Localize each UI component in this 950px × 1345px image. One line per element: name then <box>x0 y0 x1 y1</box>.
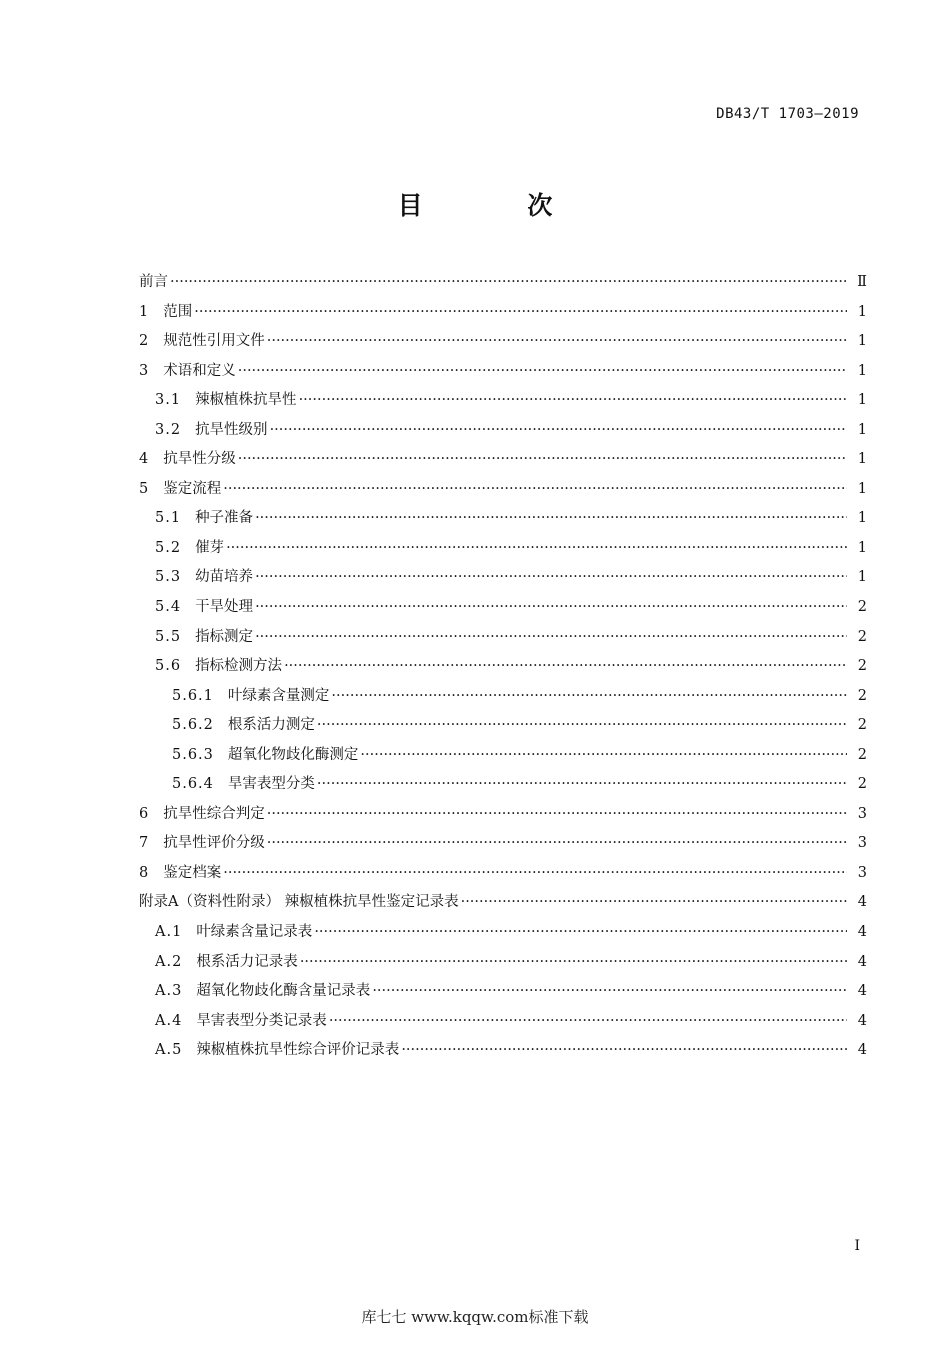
toc-entry-page: 3 <box>857 805 867 822</box>
toc-entry-number: 3.1 <box>155 392 182 409</box>
toc-dot-leader <box>255 504 847 534</box>
toc-entry-number: 6 <box>139 805 150 822</box>
toc-dot-leader <box>284 652 847 682</box>
footer-watermark: 库七七 www.kqqw.com标准下载 <box>361 1308 589 1326</box>
toc-entry-page: 3 <box>857 864 867 881</box>
toc-entry[interactable] <box>139 918 867 948</box>
document-code: DB43/T 1703—2019 <box>716 106 859 122</box>
toc-entry-page: Ⅱ <box>857 274 867 290</box>
toc-dot-leader <box>226 534 847 564</box>
toc-entry[interactable] <box>139 770 867 800</box>
toc-dot-leader <box>267 800 847 830</box>
toc-dot-leader <box>331 682 847 712</box>
toc-entry-page: 1 <box>857 333 867 350</box>
toc-entry-page: 4 <box>857 894 867 911</box>
toc-dot-leader <box>170 268 847 298</box>
toc-entry-number: 4 <box>139 451 150 468</box>
toc-entry-number: A.2 <box>155 953 183 970</box>
toc-dot-leader <box>360 741 847 771</box>
toc-entry-number: 5 <box>139 480 150 497</box>
toc-entry[interactable] <box>139 475 867 505</box>
toc-entry[interactable] <box>139 563 867 593</box>
toc-entry[interactable] <box>139 327 867 357</box>
toc-dot-leader <box>255 563 847 593</box>
toc-dot-leader <box>267 327 847 357</box>
toc-entry[interactable] <box>139 623 867 653</box>
toc-entry-label: 辣椒植株抗旱性 <box>195 392 297 409</box>
toc-entry-number: 5.6.4 <box>172 776 214 793</box>
toc-entry-number: A.5 <box>155 1042 183 1059</box>
toc-entry-page: 1 <box>857 392 867 409</box>
toc-entry-page: 3 <box>857 835 867 852</box>
toc-entry-label: 超氧化物歧化酶含量记录表 <box>196 983 371 1000</box>
toc-entry[interactable] <box>139 593 867 623</box>
toc-entry-page: 1 <box>857 451 867 468</box>
toc-entry-number: A.3 <box>155 983 183 1000</box>
toc-entry-label: 附录A（资料性附录） 辣椒植株抗旱性鉴定记录表 <box>139 894 459 911</box>
page-title: 目 次 <box>397 191 601 220</box>
toc-entry[interactable] <box>139 652 867 682</box>
toc-entry-number: 7 <box>139 835 150 852</box>
toc-dot-leader <box>461 888 847 918</box>
page-number: I <box>854 1238 860 1254</box>
toc-dot-leader <box>299 386 847 416</box>
toc-entry-page: 1 <box>857 480 867 497</box>
toc-entry-page: 2 <box>857 776 867 793</box>
toc-entry-label: 种子准备 <box>195 510 254 527</box>
toc-entry[interactable] <box>139 416 867 446</box>
toc-entry-page: 2 <box>857 628 867 645</box>
toc-entry-number: 5.2 <box>155 539 182 556</box>
toc-entry-number: 1 <box>139 303 150 320</box>
toc-entry-page: 1 <box>857 303 867 320</box>
toc-dot-leader <box>267 829 847 859</box>
toc-entry-label: 旱害表型分类记录表 <box>196 1012 327 1029</box>
toc-dot-leader <box>317 770 847 800</box>
toc-entry-label: 根系活力记录表 <box>196 953 298 970</box>
toc-entry[interactable] <box>139 504 867 534</box>
toc-dot-leader <box>401 1036 847 1066</box>
toc-entry[interactable] <box>139 298 867 328</box>
toc-dot-leader <box>255 623 847 653</box>
toc-entry-number: 5.6.3 <box>172 746 214 763</box>
toc-entry-label: 术语和定义 <box>163 362 236 379</box>
toc-entry[interactable] <box>139 829 867 859</box>
toc-entry-page: 2 <box>857 717 867 734</box>
toc-entry-number: 5.1 <box>155 510 182 527</box>
toc-entry[interactable] <box>139 888 867 918</box>
toc-entry[interactable] <box>139 859 867 889</box>
toc-dot-leader <box>238 445 847 475</box>
toc-entry-label: 规范性引用文件 <box>163 333 265 350</box>
toc-entry-number: 5.6.2 <box>172 717 214 734</box>
toc-entry-label: 抗旱性综合判定 <box>163 805 265 822</box>
toc-entry-page: 4 <box>857 1042 867 1059</box>
toc-entry[interactable] <box>139 741 867 771</box>
toc-entry[interactable] <box>139 800 867 830</box>
toc-entry-number: 5.4 <box>155 599 182 616</box>
toc-entry[interactable] <box>139 386 867 416</box>
toc-entry[interactable] <box>139 682 867 712</box>
toc-dot-leader <box>194 298 847 328</box>
toc-entry[interactable] <box>139 445 867 475</box>
toc-entry-page: 1 <box>857 539 867 556</box>
toc-entry-label: 叶绿素含量记录表 <box>196 924 313 941</box>
toc-entry-page: 4 <box>857 1012 867 1029</box>
toc-entry-page: 4 <box>857 924 867 941</box>
toc-entry-number: 8 <box>139 864 150 881</box>
toc-entry-label: 催芽 <box>195 539 225 556</box>
toc-entry[interactable] <box>139 1036 867 1066</box>
toc-entry-number: 5.5 <box>155 628 182 645</box>
toc-entry[interactable] <box>139 948 867 978</box>
toc-dot-leader <box>314 918 847 948</box>
toc-entry-label: 超氧化物歧化酶测定 <box>227 746 359 763</box>
toc-entry-label: 根系活力测定 <box>227 717 315 734</box>
toc-entry-label: 范围 <box>163 303 193 320</box>
toc-entry-label: 辣椒植株抗旱性综合评价记录表 <box>196 1042 400 1059</box>
toc-entry-page: 1 <box>857 510 867 527</box>
toc-entry-label: 鉴定流程 <box>163 480 222 497</box>
toc-dot-leader <box>238 357 847 387</box>
toc-entry-page: 4 <box>857 953 867 970</box>
toc-entry-number: 5.3 <box>155 569 182 586</box>
toc-entry-label: 抗旱性级别 <box>195 421 268 438</box>
toc-dot-leader <box>317 711 847 741</box>
toc-entry-page: 2 <box>857 687 867 704</box>
toc-entry-label: 叶绿素含量测定 <box>227 687 330 704</box>
toc-entry-page: 1 <box>857 362 867 379</box>
toc-entry-page: 1 <box>857 421 867 438</box>
toc-entry-label: 幼苗培养 <box>195 569 254 586</box>
toc-entry-number: 2 <box>139 333 150 350</box>
toc-entry[interactable] <box>139 1007 867 1037</box>
toc-entry-label: 干旱处理 <box>195 599 254 616</box>
toc-entry-number: 5.6.1 <box>172 687 214 704</box>
toc-dot-leader <box>300 948 847 978</box>
toc-entry-number: A.4 <box>155 1012 183 1029</box>
toc-entry-page: 4 <box>857 983 867 1000</box>
toc-entry-page: 2 <box>857 599 867 616</box>
toc-dot-leader <box>223 475 847 505</box>
toc-entry[interactable] <box>139 711 867 741</box>
toc-entry-page: 1 <box>857 569 867 586</box>
toc-dot-leader <box>223 859 847 889</box>
table-of-contents <box>139 268 867 1066</box>
toc-entry[interactable] <box>139 357 867 387</box>
toc-entry-label: 指标检测方法 <box>195 658 283 675</box>
toc-entry-label: 鉴定档案 <box>163 864 222 881</box>
toc-entry-label: 前言 <box>139 274 168 290</box>
toc-entry-page: 2 <box>857 746 867 763</box>
toc-entry-number: 3 <box>139 362 150 379</box>
toc-entry-label: 抗旱性分级 <box>163 451 236 468</box>
toc-entry-label: 指标测定 <box>195 628 254 645</box>
toc-entry-page: 2 <box>857 658 867 675</box>
toc-entry-number: A.1 <box>155 924 183 941</box>
toc-entry-label: 旱害表型分类 <box>227 776 315 793</box>
toc-entry[interactable] <box>139 977 867 1007</box>
toc-dot-leader <box>329 1007 847 1037</box>
toc-entry-number: 5.6 <box>155 658 182 675</box>
toc-dot-leader <box>270 416 847 446</box>
toc-entry[interactable] <box>139 268 867 298</box>
toc-entry-label: 抗旱性评价分级 <box>163 835 265 852</box>
toc-entry[interactable] <box>139 534 867 564</box>
toc-dot-leader <box>255 593 847 623</box>
toc-entry-number: 3.2 <box>155 421 182 438</box>
toc-dot-leader <box>372 977 847 1007</box>
